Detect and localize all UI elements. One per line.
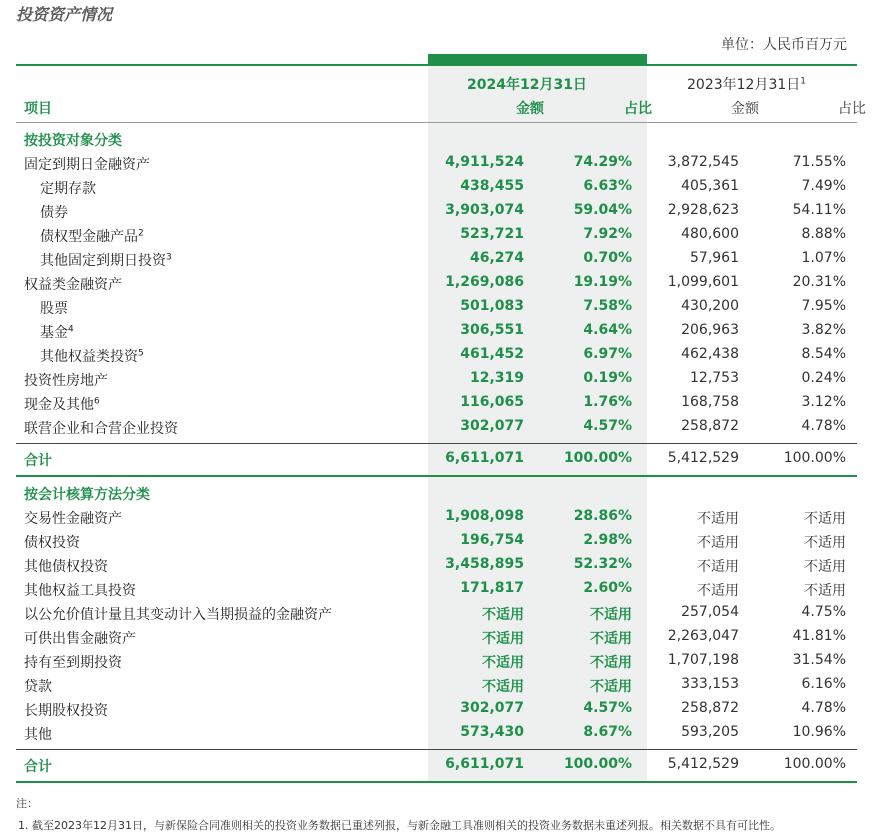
row-label-text: 固定到期日金融资产: [24, 157, 150, 173]
prior-ratio: 4.78%: [801, 418, 846, 434]
prior-amount: 57,961: [690, 250, 739, 266]
prior-amount: 462,438: [681, 346, 739, 362]
current-ratio: 28.86%: [573, 508, 632, 524]
total-top-rule: [16, 443, 857, 444]
row-label-text: 投资性房地产: [24, 373, 108, 389]
footnote-ref: 2: [138, 228, 144, 239]
footnote-ref: 3: [166, 252, 172, 263]
table-row: [16, 175, 857, 199]
row-label-text: 现金及其他: [24, 397, 94, 413]
current-ratio: 52.32%: [573, 556, 632, 572]
prior-amount: 258,872: [681, 700, 739, 716]
notes-heading: 注：: [16, 797, 38, 810]
row-label-text: 基金: [40, 325, 68, 341]
row-label: [24, 556, 108, 576]
prior-ratio: 10.96%: [792, 724, 846, 740]
prior-ratio: 3.82%: [801, 322, 846, 338]
header-current-amount: 金额: [516, 101, 544, 117]
prior-ratio: 20.31%: [792, 274, 846, 290]
table-row: [16, 199, 857, 223]
current-ratio: 6.97%: [583, 346, 632, 362]
prior-ratio: 54.11%: [792, 202, 846, 218]
footnote-ref: 4: [68, 324, 74, 335]
current-amount: 438,455: [460, 178, 524, 194]
row-label-text: 其他权益类投资: [40, 349, 138, 365]
row-label-text: 贷款: [24, 679, 52, 695]
table-row: [16, 553, 857, 577]
row-label-text: 联营企业和合营企业投资: [24, 421, 178, 437]
table-row: [16, 649, 857, 673]
total-current-amount: 6,611,071: [445, 756, 524, 772]
table-row: [16, 673, 857, 697]
table-row: [16, 529, 857, 553]
row-label: [24, 724, 52, 744]
prior-amount: 2,263,047: [667, 628, 739, 644]
prior-amount: 258,872: [681, 418, 739, 434]
row-label-text: 其他: [24, 727, 52, 743]
prior-ratio: 41.81%: [792, 628, 846, 644]
header-current-period: 2024年12月31日: [467, 77, 587, 93]
row-label-text: 债权型金融产品: [40, 229, 138, 245]
total-label: 合计: [24, 759, 52, 775]
prior-amount: 430,200: [681, 298, 739, 314]
row-label-text: 其他债权投资: [24, 559, 108, 575]
prior-ratio: 不适用: [804, 559, 846, 575]
current-amount: 501,083: [460, 298, 524, 314]
current-amount: 171,817: [460, 580, 524, 596]
row-label-text: 定期存款: [40, 181, 96, 197]
prior-amount: 2,928,623: [667, 202, 739, 218]
total-current-amount: 6,611,071: [445, 450, 524, 466]
total-current-ratio: 100.00%: [563, 450, 632, 466]
row-label: [24, 508, 122, 528]
table-row: [16, 319, 857, 343]
total-current-ratio: 100.00%: [563, 756, 632, 772]
prior-amount: 不适用: [697, 559, 739, 575]
section-title: 按会计核算方法分类: [24, 487, 150, 503]
current-ratio: 2.98%: [583, 532, 632, 548]
prior-amount: 168,758: [681, 394, 739, 410]
row-label: [24, 154, 150, 174]
row-label-text: 债券: [40, 205, 68, 221]
current-amount: 3,903,074: [445, 202, 524, 218]
table-top-rule: [16, 64, 857, 66]
prior-amount: 1,099,601: [667, 274, 739, 290]
row-label: [24, 604, 332, 624]
current-ratio: 8.67%: [583, 724, 632, 740]
prior-amount: 405,361: [681, 178, 739, 194]
prior-amount: 3,872,545: [667, 154, 739, 170]
row-label-text: 持有至到期投资: [24, 655, 122, 671]
current-amount: 4,911,524: [445, 154, 524, 170]
header-bottom-rule: [16, 122, 857, 123]
row-label-text: 长期股权投资: [24, 703, 108, 719]
current-ratio: 1.76%: [583, 394, 632, 410]
table-row: [16, 505, 857, 529]
table-row: [16, 367, 857, 391]
table-row: [16, 343, 857, 367]
section-header: [16, 127, 857, 151]
row-label: [24, 580, 136, 600]
row-label-text: 其他固定到期日投资: [40, 253, 166, 269]
current-amount: 573,430: [460, 724, 524, 740]
footnote-ref: 5: [138, 348, 144, 359]
prior-ratio: 71.55%: [792, 154, 846, 170]
row-label: [24, 652, 122, 672]
row-label: [40, 298, 68, 318]
total-prior-amount: 5,412,529: [667, 450, 739, 466]
header-prior-ratio: 占比: [838, 101, 866, 117]
prior-ratio: 31.54%: [792, 652, 846, 668]
prior-ratio: 4.75%: [801, 604, 846, 620]
table-row: [16, 697, 857, 721]
table-row: [16, 223, 857, 247]
current-amount: 1,908,098: [445, 508, 524, 524]
table-row: [16, 415, 857, 439]
row-label: [24, 532, 80, 552]
prior-amount: 480,600: [681, 226, 739, 242]
current-ratio: 4.57%: [583, 700, 632, 716]
table-row: [16, 247, 857, 271]
table-row: [16, 295, 857, 319]
current-amount: 196,754: [460, 532, 524, 548]
current-ratio: 19.19%: [573, 274, 632, 290]
prior-amount: 不适用: [697, 511, 739, 527]
prior-ratio: 不适用: [804, 583, 846, 599]
prior-ratio: 1.07%: [801, 250, 846, 266]
prior-amount: 333,153: [681, 676, 739, 692]
prior-ratio: 6.16%: [801, 676, 846, 692]
row-label: [24, 274, 122, 294]
current-amount: 461,452: [460, 346, 524, 362]
current-amount: 3,458,895: [445, 556, 524, 572]
footnote-ref: 6: [94, 396, 100, 407]
prior-amount: 1,707,198: [667, 652, 739, 668]
prior-amount: 不适用: [697, 583, 739, 599]
current-amount: 12,319: [469, 370, 524, 386]
current-amount: 1,269,086: [445, 274, 524, 290]
table-row: [16, 271, 857, 295]
row-label: [40, 202, 68, 222]
total-top-rule: [16, 749, 857, 750]
prior-amount: 206,963: [681, 322, 739, 338]
prior-amount: 不适用: [697, 535, 739, 551]
prior-ratio: 7.49%: [801, 178, 846, 194]
table-row: [16, 151, 857, 175]
current-ratio: 不适用: [590, 631, 632, 647]
row-label-text: 交易性金融资产: [24, 511, 122, 527]
current-amount: 不适用: [482, 679, 524, 695]
header-item: 项目: [24, 101, 52, 117]
current-ratio: 4.57%: [583, 418, 632, 434]
prior-ratio: 0.24%: [801, 370, 846, 386]
prior-ratio: 3.12%: [801, 394, 846, 410]
row-label-text: 可供出售金融资产: [24, 631, 136, 647]
row-label: [24, 394, 100, 414]
row-label: [24, 418, 178, 438]
note-item: 1. 截至2023年12月31日，与新保险合同准则相关的投资业务数据已重述列报，与新金融工具准则相关的投资业务数据未重述列报。相关数据不具有可比性。: [18, 819, 781, 832]
table-row: [16, 601, 857, 625]
total-row: [16, 753, 857, 777]
prior-ratio: 4.78%: [801, 700, 846, 716]
current-amount: 302,077: [460, 418, 524, 434]
row-label: [24, 676, 52, 696]
table-row: [16, 391, 857, 415]
table-row: [16, 721, 857, 745]
row-label-text: 其他权益工具投资: [24, 583, 136, 599]
current-amount: 523,721: [460, 226, 524, 242]
current-amount: 不适用: [482, 655, 524, 671]
prior-amount: 12,753: [690, 370, 739, 386]
prior-ratio: 8.88%: [801, 226, 846, 242]
header-prior-period: 2023年12月31日$^1$: [687, 76, 806, 93]
page-title: 投资资产情况: [16, 5, 113, 24]
current-ratio: 4.64%: [583, 322, 632, 338]
current-ratio: 不适用: [590, 655, 632, 671]
row-label-text: 股票: [40, 301, 68, 317]
row-label: [40, 178, 96, 198]
current-amount: 不适用: [482, 631, 524, 647]
unit-label: 单位：人民币百万元: [721, 37, 847, 53]
current-period-top-bar: [428, 54, 647, 64]
header-current-ratio: 占比: [624, 101, 652, 117]
prior-ratio: 8.54%: [801, 346, 846, 362]
current-ratio: 2.60%: [583, 580, 632, 596]
row-label: [24, 628, 136, 648]
row-label: [24, 700, 108, 720]
row-label-text: 权益类金融资产: [24, 277, 122, 293]
row-label: [40, 346, 144, 366]
row-label: [40, 322, 74, 342]
total-row: [16, 447, 857, 471]
section-title: 按投资对象分类: [24, 133, 122, 149]
row-label-text: 以公允价值计量且其变动计入当期损益的金融资产: [24, 607, 332, 623]
total-prior-ratio: 100.00%: [783, 756, 846, 772]
current-ratio: 74.29%: [573, 154, 632, 170]
table-row: [16, 625, 857, 649]
current-ratio: 59.04%: [573, 202, 632, 218]
section-header: [16, 481, 857, 505]
current-ratio: 7.58%: [583, 298, 632, 314]
current-amount: 46,274: [469, 250, 524, 266]
prior-amount: 257,054: [681, 604, 739, 620]
total-label: 合计: [24, 453, 52, 469]
section-bottom-rule: [16, 475, 857, 477]
row-label: [40, 250, 172, 270]
current-amount: 302,077: [460, 700, 524, 716]
prior-amount: 593,205: [681, 724, 739, 740]
current-ratio: 0.70%: [583, 250, 632, 266]
current-amount: 不适用: [482, 607, 524, 623]
section-bottom-rule: [16, 781, 857, 783]
prior-ratio: 不适用: [804, 511, 846, 527]
current-ratio: 7.92%: [583, 226, 632, 242]
current-amount: 306,551: [460, 322, 524, 338]
row-label: [40, 226, 144, 246]
current-ratio: 不适用: [590, 679, 632, 695]
prior-ratio: 不适用: [804, 535, 846, 551]
total-prior-amount: 5,412,529: [667, 756, 739, 772]
header-prior-amount: 金额: [731, 101, 759, 117]
current-ratio: 不适用: [590, 607, 632, 623]
current-ratio: 6.63%: [583, 178, 632, 194]
prior-ratio: 7.95%: [801, 298, 846, 314]
current-amount: 116,065: [460, 394, 524, 410]
current-ratio: 0.19%: [583, 370, 632, 386]
table-row: [16, 577, 857, 601]
total-prior-ratio: 100.00%: [783, 450, 846, 466]
row-label-text: 债权投资: [24, 535, 80, 551]
row-label: [24, 370, 108, 390]
